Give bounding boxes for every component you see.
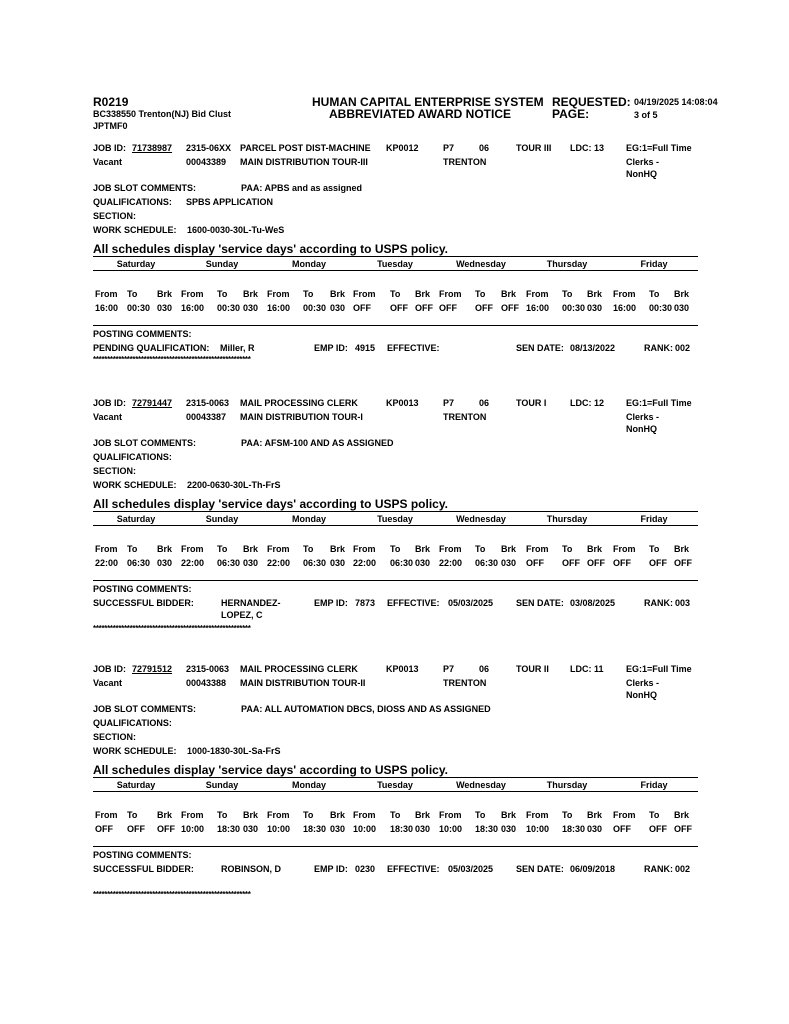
employee-group-line2: Clerks -: [626, 157, 660, 167]
day-header: Sunday: [205, 514, 239, 524]
column-header: To: [127, 289, 138, 299]
column-header: Brk: [157, 810, 173, 820]
day-header: Thursday: [546, 259, 588, 269]
schedule-cell: OFF: [95, 824, 113, 834]
schedule-cell: 22:00: [353, 558, 377, 568]
column-header: Brk: [330, 289, 346, 299]
day-header: Sunday: [205, 780, 239, 790]
employee-group: EG:1=Full Time: [626, 398, 692, 408]
day-header: Wednesday: [456, 780, 506, 790]
position-title: PARCEL POST DIST-MACHINE: [240, 143, 371, 153]
system-title: HUMAN CAPITAL ENTERPRISE SYSTEM: [312, 95, 544, 109]
slot-comments-label: JOB SLOT COMMENTS:: [93, 704, 196, 714]
rank-label: RANK:: [644, 598, 673, 608]
schedule-cell: OFF: [613, 558, 631, 568]
column-header: To: [127, 810, 138, 820]
employee-group-line2: Clerks -: [626, 678, 660, 688]
slot-comment: PAA: APBS and as assigned: [241, 183, 363, 193]
pay-schedule: P7: [443, 143, 455, 153]
rank: 002: [675, 864, 691, 874]
seniority-date-label: SEN DATE:: [516, 598, 564, 608]
tour: TOUR II: [516, 664, 549, 674]
column-header: Brk: [501, 289, 517, 299]
column-header: To: [303, 289, 314, 299]
column-header: To: [475, 289, 486, 299]
column-header: From: [613, 289, 636, 299]
day-header: Tuesday: [377, 259, 413, 269]
schedule-cell: 10:00: [439, 824, 463, 834]
schedule-cell: 030: [243, 824, 259, 834]
job-id-link[interactable]: 72791512: [132, 664, 173, 674]
column-header: Brk: [674, 810, 690, 820]
bidder-name: Miller, R: [220, 343, 255, 353]
work-schedule-label: WORK SCHEDULE:: [93, 225, 177, 235]
column-header: To: [649, 810, 660, 820]
emp-id-label: EMP ID:: [314, 343, 348, 353]
schedule-cell: 22:00: [439, 558, 463, 568]
schedule-cell: 22:00: [181, 558, 205, 568]
schedule-cell: 06:30: [475, 558, 499, 568]
column-header: From: [267, 544, 290, 554]
column-header: To: [649, 544, 660, 554]
schedule-cell: OFF: [353, 303, 371, 313]
employee-group-line3: NonHQ: [626, 424, 657, 434]
emp-id: 0230: [355, 864, 376, 874]
column-header: To: [390, 544, 401, 554]
vacancy-status: Vacant: [93, 412, 123, 422]
schedule-cell: OFF: [613, 824, 631, 834]
schedule-cell: OFF: [674, 824, 692, 834]
bid-status-label: SUCCESSFUL BIDDER:: [93, 864, 194, 874]
section-label: SECTION:: [93, 211, 137, 221]
column-header: From: [95, 544, 118, 554]
separator: ********************************************************: [93, 624, 251, 633]
schedule-cell: 10:00: [267, 824, 291, 834]
table-bottom-rule: [93, 580, 698, 581]
bid-status-label: PENDING QUALIFICATION:: [93, 343, 210, 353]
column-header: From: [181, 810, 204, 820]
day-header: Saturday: [116, 514, 156, 524]
schedule-cell: 18:30: [562, 824, 586, 834]
notice-title: ABBREVIATED AWARD NOTICE: [329, 107, 512, 121]
schedule-cell: 030: [243, 303, 259, 313]
tour: TOUR I: [516, 398, 547, 408]
schedule-cell: 16:00: [181, 303, 205, 313]
vacancy-status: Vacant: [93, 678, 123, 688]
column-header: To: [562, 544, 573, 554]
schedule-cell: 16:00: [526, 303, 550, 313]
effective-label: EFFECTIVE:: [387, 864, 440, 874]
work-schedule-label: WORK SCHEDULE:: [93, 746, 177, 756]
column-header: Brk: [157, 544, 173, 554]
schedule-cell: 030: [157, 303, 173, 313]
column-header: From: [95, 289, 118, 299]
column-header: To: [303, 544, 314, 554]
seniority-date: 06/09/2018: [570, 864, 616, 874]
column-header: From: [181, 544, 204, 554]
schedule-cell: 030: [415, 558, 431, 568]
column-header: Brk: [587, 810, 603, 820]
schedule-cell: 030: [587, 303, 603, 313]
bidder-name: ROBINSON, D: [221, 864, 282, 874]
column-header: From: [439, 289, 462, 299]
column-header: Brk: [501, 544, 517, 554]
bid-status-label: SUCCESSFUL BIDDER:: [93, 598, 194, 608]
schedule-cell: OFF: [501, 303, 519, 313]
column-header: From: [526, 289, 549, 299]
occupation-code: 2315-0063: [186, 398, 230, 408]
schedule-cell: 10:00: [181, 824, 205, 834]
city: TRENTON: [443, 412, 487, 422]
employee-group-line2: Clerks -: [626, 412, 660, 422]
column-header: From: [613, 810, 636, 820]
schedule-note: All schedules display 'service days' according to USPS policy.: [93, 242, 448, 256]
schedule-cell: 06:30: [217, 558, 241, 568]
column-header: From: [439, 544, 462, 554]
employee-group: EG:1=Full Time: [626, 143, 692, 153]
vacancy-status: Vacant: [93, 157, 123, 167]
grade: 06: [479, 398, 490, 408]
schedule-cell: 16:00: [95, 303, 119, 313]
unit-name: MAIN DISTRIBUTION TOUR-III: [240, 157, 368, 167]
column-header: From: [267, 810, 290, 820]
grade: 06: [479, 664, 490, 674]
page-label: PAGE:: [552, 107, 590, 121]
day-header: Monday: [291, 514, 327, 524]
column-header: To: [217, 810, 228, 820]
column-header: Brk: [587, 544, 603, 554]
schedule-cell: 030: [330, 558, 346, 568]
ldc: LDC: 12: [570, 398, 605, 408]
column-header: Brk: [674, 544, 690, 554]
schedule-cell: 18:30: [217, 824, 241, 834]
schedule-cell: OFF: [439, 303, 457, 313]
pay-schedule: P7: [443, 398, 455, 408]
schedule-cell: 22:00: [95, 558, 119, 568]
schedule-cell: 18:30: [390, 824, 414, 834]
slot-comment: PAA: AFSM-100 AND AS ASSIGNED: [241, 438, 394, 448]
schedule-cell: OFF: [587, 558, 605, 568]
column-header: Brk: [157, 289, 173, 299]
position-number: 00043387: [186, 412, 227, 422]
schedule-cell: 06:30: [127, 558, 151, 568]
bidder-name-line2: LOPEZ, C: [221, 610, 263, 620]
seniority-date-label: SEN DATE:: [516, 864, 564, 874]
day-header-rule: [93, 791, 698, 792]
emp-id-label: EMP ID:: [314, 598, 348, 608]
schedule-cell: 00:30: [127, 303, 151, 313]
schedule-cell: OFF: [415, 303, 433, 313]
emp-id-label: EMP ID:: [314, 864, 348, 874]
column-header: From: [353, 289, 376, 299]
qualifications-label: QUALIFICATIONS:: [93, 197, 172, 207]
column-header: Brk: [330, 544, 346, 554]
column-header: Brk: [330, 810, 346, 820]
day-header: Saturday: [116, 259, 156, 269]
day-header-rule: [93, 525, 698, 526]
column-header: From: [267, 289, 290, 299]
occupation-code: 2315-06XX: [186, 143, 232, 153]
column-header: Brk: [415, 810, 431, 820]
schedule-cell: 00:30: [217, 303, 241, 313]
employee-group-line3: NonHQ: [626, 169, 657, 179]
effective-date: 05/03/2025: [448, 598, 494, 608]
rank-label: RANK:: [644, 864, 673, 874]
seniority-date-label: SEN DATE:: [516, 343, 564, 353]
table-top-rule: [93, 511, 698, 512]
requested-value: 04/19/2025 14:08:04: [634, 97, 718, 107]
form-id: JPTMF0: [93, 121, 128, 131]
schedule-cell: OFF: [562, 558, 580, 568]
schedule-cell: 00:30: [303, 303, 327, 313]
slot-comments-label: JOB SLOT COMMENTS:: [93, 183, 196, 193]
schedule-cell: 10:00: [353, 824, 377, 834]
schedule-cell: OFF: [649, 558, 667, 568]
posting-comments-label: POSTING COMMENTS:: [93, 329, 192, 339]
column-header: Brk: [243, 810, 259, 820]
rank: 003: [675, 598, 691, 608]
schedule-cell: 030: [501, 824, 517, 834]
schedule-cell: 030: [587, 824, 603, 834]
table-bottom-rule: [93, 846, 698, 847]
column-header: From: [439, 810, 462, 820]
effective-date: 05/03/2025: [448, 864, 494, 874]
column-header: To: [217, 544, 228, 554]
unit-name: MAIN DISTRIBUTION TOUR-II: [240, 678, 366, 688]
schedule-cell: OFF: [649, 824, 667, 834]
position-title: MAIL PROCESSING CLERK: [240, 664, 358, 674]
work-schedule-value: 1000-1830-30L-Sa-FrS: [187, 746, 281, 756]
report-id: R0219: [93, 95, 129, 109]
schedule-cell: 18:30: [475, 824, 499, 834]
day-header: Friday: [640, 780, 668, 790]
day-header: Wednesday: [456, 259, 506, 269]
job-id-link[interactable]: 71738987: [132, 143, 173, 153]
kp-code: KP0013: [386, 398, 419, 408]
rank: 002: [675, 343, 691, 353]
schedule-cell: 030: [330, 824, 346, 834]
schedule-note: All schedules display 'service days' according to USPS policy.: [93, 497, 448, 511]
requested-label: REQUESTED:: [552, 95, 631, 109]
schedule-cell: OFF: [157, 824, 175, 834]
job-id-label: JOB ID:: [93, 143, 127, 153]
tour: TOUR III: [516, 143, 552, 153]
column-header: To: [562, 810, 573, 820]
occupation-code: 2315-0063: [186, 664, 230, 674]
schedule-cell: 16:00: [613, 303, 637, 313]
job-id-link[interactable]: 72791447: [132, 398, 173, 408]
employee-group: EG:1=Full Time: [626, 664, 692, 674]
column-header: Brk: [415, 544, 431, 554]
column-header: To: [217, 289, 228, 299]
seniority-date: 08/13/2022: [570, 343, 616, 353]
schedule-cell: 00:30: [649, 303, 673, 313]
day-header: Thursday: [546, 780, 588, 790]
day-header: Thursday: [546, 514, 588, 524]
day-header: Monday: [291, 259, 327, 269]
column-header: From: [181, 289, 204, 299]
table-top-rule: [93, 777, 698, 778]
emp-id: 4915: [355, 343, 376, 353]
kp-code: KP0013: [386, 664, 419, 674]
table-bottom-rule: [93, 325, 698, 326]
work-schedule-value: 2200-0630-30L-Th-FrS: [187, 480, 281, 490]
column-header: To: [475, 544, 486, 554]
section-label: SECTION:: [93, 466, 137, 476]
bid-cluster: BC338550 Trenton(NJ) Bid Clust: [93, 109, 232, 119]
schedule-note: All schedules display 'service days' according to USPS policy.: [93, 763, 448, 777]
rank-label: RANK:: [644, 343, 673, 353]
column-header: Brk: [243, 544, 259, 554]
separator: ********************************************************: [93, 890, 251, 899]
work-schedule-value: 1600-0030-30L-Tu-WeS: [187, 225, 285, 235]
column-header: To: [649, 289, 660, 299]
day-header: Tuesday: [377, 780, 413, 790]
column-header: From: [526, 544, 549, 554]
slot-comment: PAA: ALL AUTOMATION DBCS, DIOSS AND AS ASSIGNED: [241, 704, 491, 714]
qualifications-label: QUALIFICATIONS:: [93, 718, 172, 728]
day-header: Wednesday: [456, 514, 506, 524]
unit-name: MAIN DISTRIBUTION TOUR-I: [240, 412, 363, 422]
posting-comments-label: POSTING COMMENTS:: [93, 850, 192, 860]
posting-comments-label: POSTING COMMENTS:: [93, 584, 192, 594]
schedule-cell: 06:30: [303, 558, 327, 568]
ldc: LDC: 11: [570, 664, 604, 674]
schedule-cell: 030: [243, 558, 259, 568]
effective-label: EFFECTIVE:: [387, 343, 440, 353]
day-header: Friday: [640, 259, 668, 269]
section-label: SECTION:: [93, 732, 137, 742]
schedule-cell: OFF: [674, 558, 692, 568]
schedule-cell: 030: [415, 824, 431, 834]
day-header: Saturday: [116, 780, 156, 790]
column-header: Brk: [587, 289, 603, 299]
page-number: 3 of 5: [634, 110, 658, 120]
schedule-cell: 00:30: [562, 303, 586, 313]
schedule-cell: 18:30: [303, 824, 327, 834]
employee-group-line3: NonHQ: [626, 690, 657, 700]
schedule-cell: 06:30: [390, 558, 414, 568]
column-header: To: [303, 810, 314, 820]
day-header: Tuesday: [377, 514, 413, 524]
day-header: Monday: [291, 780, 327, 790]
schedule-cell: 030: [501, 558, 517, 568]
column-header: To: [390, 810, 401, 820]
column-header: From: [353, 544, 376, 554]
grade: 06: [479, 143, 490, 153]
emp-id: 7873: [355, 598, 376, 608]
city: TRENTON: [443, 157, 487, 167]
column-header: From: [526, 810, 549, 820]
column-header: Brk: [415, 289, 431, 299]
day-header: Friday: [640, 514, 668, 524]
position-number: 00043389: [186, 157, 227, 167]
schedule-cell: 10:00: [526, 824, 550, 834]
column-header: Brk: [674, 289, 690, 299]
column-header: To: [475, 810, 486, 820]
slot-comments-label: JOB SLOT COMMENTS:: [93, 438, 196, 448]
column-header: To: [127, 544, 138, 554]
city: TRENTON: [443, 678, 487, 688]
job-id-label: JOB ID:: [93, 398, 127, 408]
column-header: From: [353, 810, 376, 820]
day-header: Sunday: [205, 259, 239, 269]
ldc: LDC: 13: [570, 143, 605, 153]
column-header: Brk: [501, 810, 517, 820]
schedule-cell: 030: [674, 303, 690, 313]
day-header-rule: [93, 270, 698, 271]
schedule-cell: 22:00: [267, 558, 291, 568]
kp-code: KP0012: [386, 143, 419, 153]
column-header: To: [390, 289, 401, 299]
position-number: 00043388: [186, 678, 227, 688]
schedule-cell: 030: [330, 303, 346, 313]
qualifications-label: QUALIFICATIONS:: [93, 452, 172, 462]
schedule-cell: OFF: [526, 558, 544, 568]
job-id-label: JOB ID:: [93, 664, 127, 674]
separator: ********************************************************: [93, 355, 251, 364]
schedule-cell: OFF: [127, 824, 145, 834]
work-schedule-label: WORK SCHEDULE:: [93, 480, 177, 490]
schedule-cell: 030: [157, 558, 173, 568]
column-header: From: [613, 544, 636, 554]
schedule-cell: OFF: [475, 303, 493, 313]
column-header: Brk: [243, 289, 259, 299]
position-title: MAIL PROCESSING CLERK: [240, 398, 358, 408]
bidder-name: HERNANDEZ-: [221, 598, 281, 608]
column-header: To: [562, 289, 573, 299]
seniority-date: 03/08/2025: [570, 598, 616, 608]
column-header: From: [95, 810, 118, 820]
table-top-rule: [93, 256, 698, 257]
schedule-cell: 16:00: [267, 303, 291, 313]
qualifications-value: SPBS APPLICATION: [186, 197, 274, 207]
schedule-cell: OFF: [390, 303, 408, 313]
pay-schedule: P7: [443, 664, 455, 674]
effective-label: EFFECTIVE:: [387, 598, 440, 608]
